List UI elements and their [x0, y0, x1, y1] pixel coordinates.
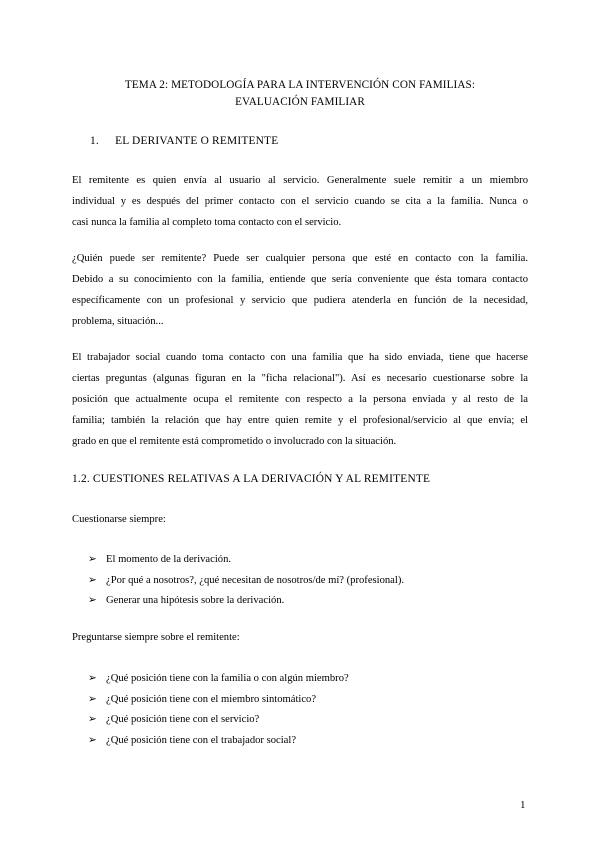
section-1-title: EL DERIVANTE O REMITENTE — [115, 135, 279, 147]
paragraph-2 — [72, 248, 528, 332]
paragraph-1-line: El remitente es quien envía al usuario al servicio. Generalmente suele remitir a un miembro — [72, 175, 528, 186]
list-item — [88, 693, 349, 714]
arrow-bullet-icon: ➢ — [88, 693, 97, 705]
list-item — [88, 594, 404, 615]
paragraph-3-line: El trabajador social cuando toma contacto con una familia que ha sido enviada, tiene que hacerse — [72, 352, 528, 363]
paragraph-1-line: casi nunca la familia al completo toma contacto con el servicio. — [72, 217, 342, 228]
arrow-bullet-icon: ➢ — [88, 554, 97, 565]
section-1-number: 1. — [90, 135, 99, 147]
intro-question-always: Cuestionarse siempre: — [72, 514, 166, 525]
arrow-bullet-icon: ➢ — [88, 574, 97, 586]
list-item — [88, 672, 349, 693]
section-2-heading: 1.2. CUESTIONES RELATIVAS A LA DERIVACIÓN Y AL REMITENTE — [72, 473, 431, 485]
section-1-heading — [90, 134, 278, 148]
list-item-text: ¿Qué posición tiene con el trabajador social? — [106, 734, 297, 746]
list-item-text: Generar una hipótesis sobre la derivación. — [106, 595, 285, 606]
list-item-text: ¿Qué posición tiene con la familia o con algún miembro? — [106, 673, 349, 684]
paragraph-3-line: grado en que el remitente está comprometido o involucrado con la situación. — [72, 436, 397, 447]
arrow-bullet-icon: ➢ — [88, 595, 97, 606]
paragraph-3-line: familia; también la relación que hay entre quien remite y el profesional/servicio al que envía; el — [72, 415, 528, 426]
paragraph-1 — [72, 170, 528, 233]
paragraph-3 — [72, 347, 528, 452]
document-title-line-1: TEMA 2: METODOLOGÍA PARA LA INTERVENCIÓN CON FAMILIAS: — [124, 79, 476, 91]
bullet-list-1 — [88, 553, 404, 615]
arrow-bullet-icon: ➢ — [88, 673, 97, 684]
paragraph-2-line: problema, situación... — [72, 316, 164, 327]
paragraph-1-line: individual y es después del primer contacto con el servicio cuando se cita a la familia. Nunca o — [72, 196, 528, 207]
arrow-bullet-icon: ➢ — [88, 714, 97, 725]
arrow-bullet-icon: ➢ — [88, 734, 97, 746]
paragraph-2-line: Debido a su conocimiento con la familia, entiende que sería conveniente que ésta tomara contacto — [72, 274, 528, 285]
document-title-line-2: EVALUACIÓN FAMILIAR — [235, 96, 365, 108]
list-item — [88, 553, 404, 574]
list-item — [88, 574, 404, 595]
list-item-text: ¿Qué posición tiene con el miembro sintomático? — [106, 693, 317, 705]
intro-question-remitter: Preguntarse siempre sobre el remitente: — [72, 632, 240, 643]
list-item — [88, 734, 349, 755]
bullet-list-2 — [88, 672, 349, 754]
list-item-text: ¿Qué posición tiene con el servicio? — [106, 714, 260, 725]
list-item-text: El momento de la derivación. — [106, 554, 232, 565]
page-number: 1 — [520, 799, 526, 811]
list-item-text: ¿Por qué a nosotros?, ¿qué necesitan de nosotros/de mí? (profesional). — [106, 574, 405, 586]
paragraph-3-line: posición que actualmente ocupa el remitente con respecto a la persona enviada y al resto de la — [72, 394, 528, 405]
list-item — [88, 713, 349, 734]
paragraph-2-line: específicamente con un profesional y servicio que pudiera atenderla en función de la necesidad, — [72, 295, 528, 306]
paragraph-3-line: ciertas preguntas (algunas figuran en la "ficha relacional"). Así es necesario cuestionarse sobre la — [72, 373, 528, 384]
paragraph-2-line: ¿Quién puede ser remitente? Puede ser cualquier persona que esté en contacto con la familia. — [72, 253, 528, 264]
